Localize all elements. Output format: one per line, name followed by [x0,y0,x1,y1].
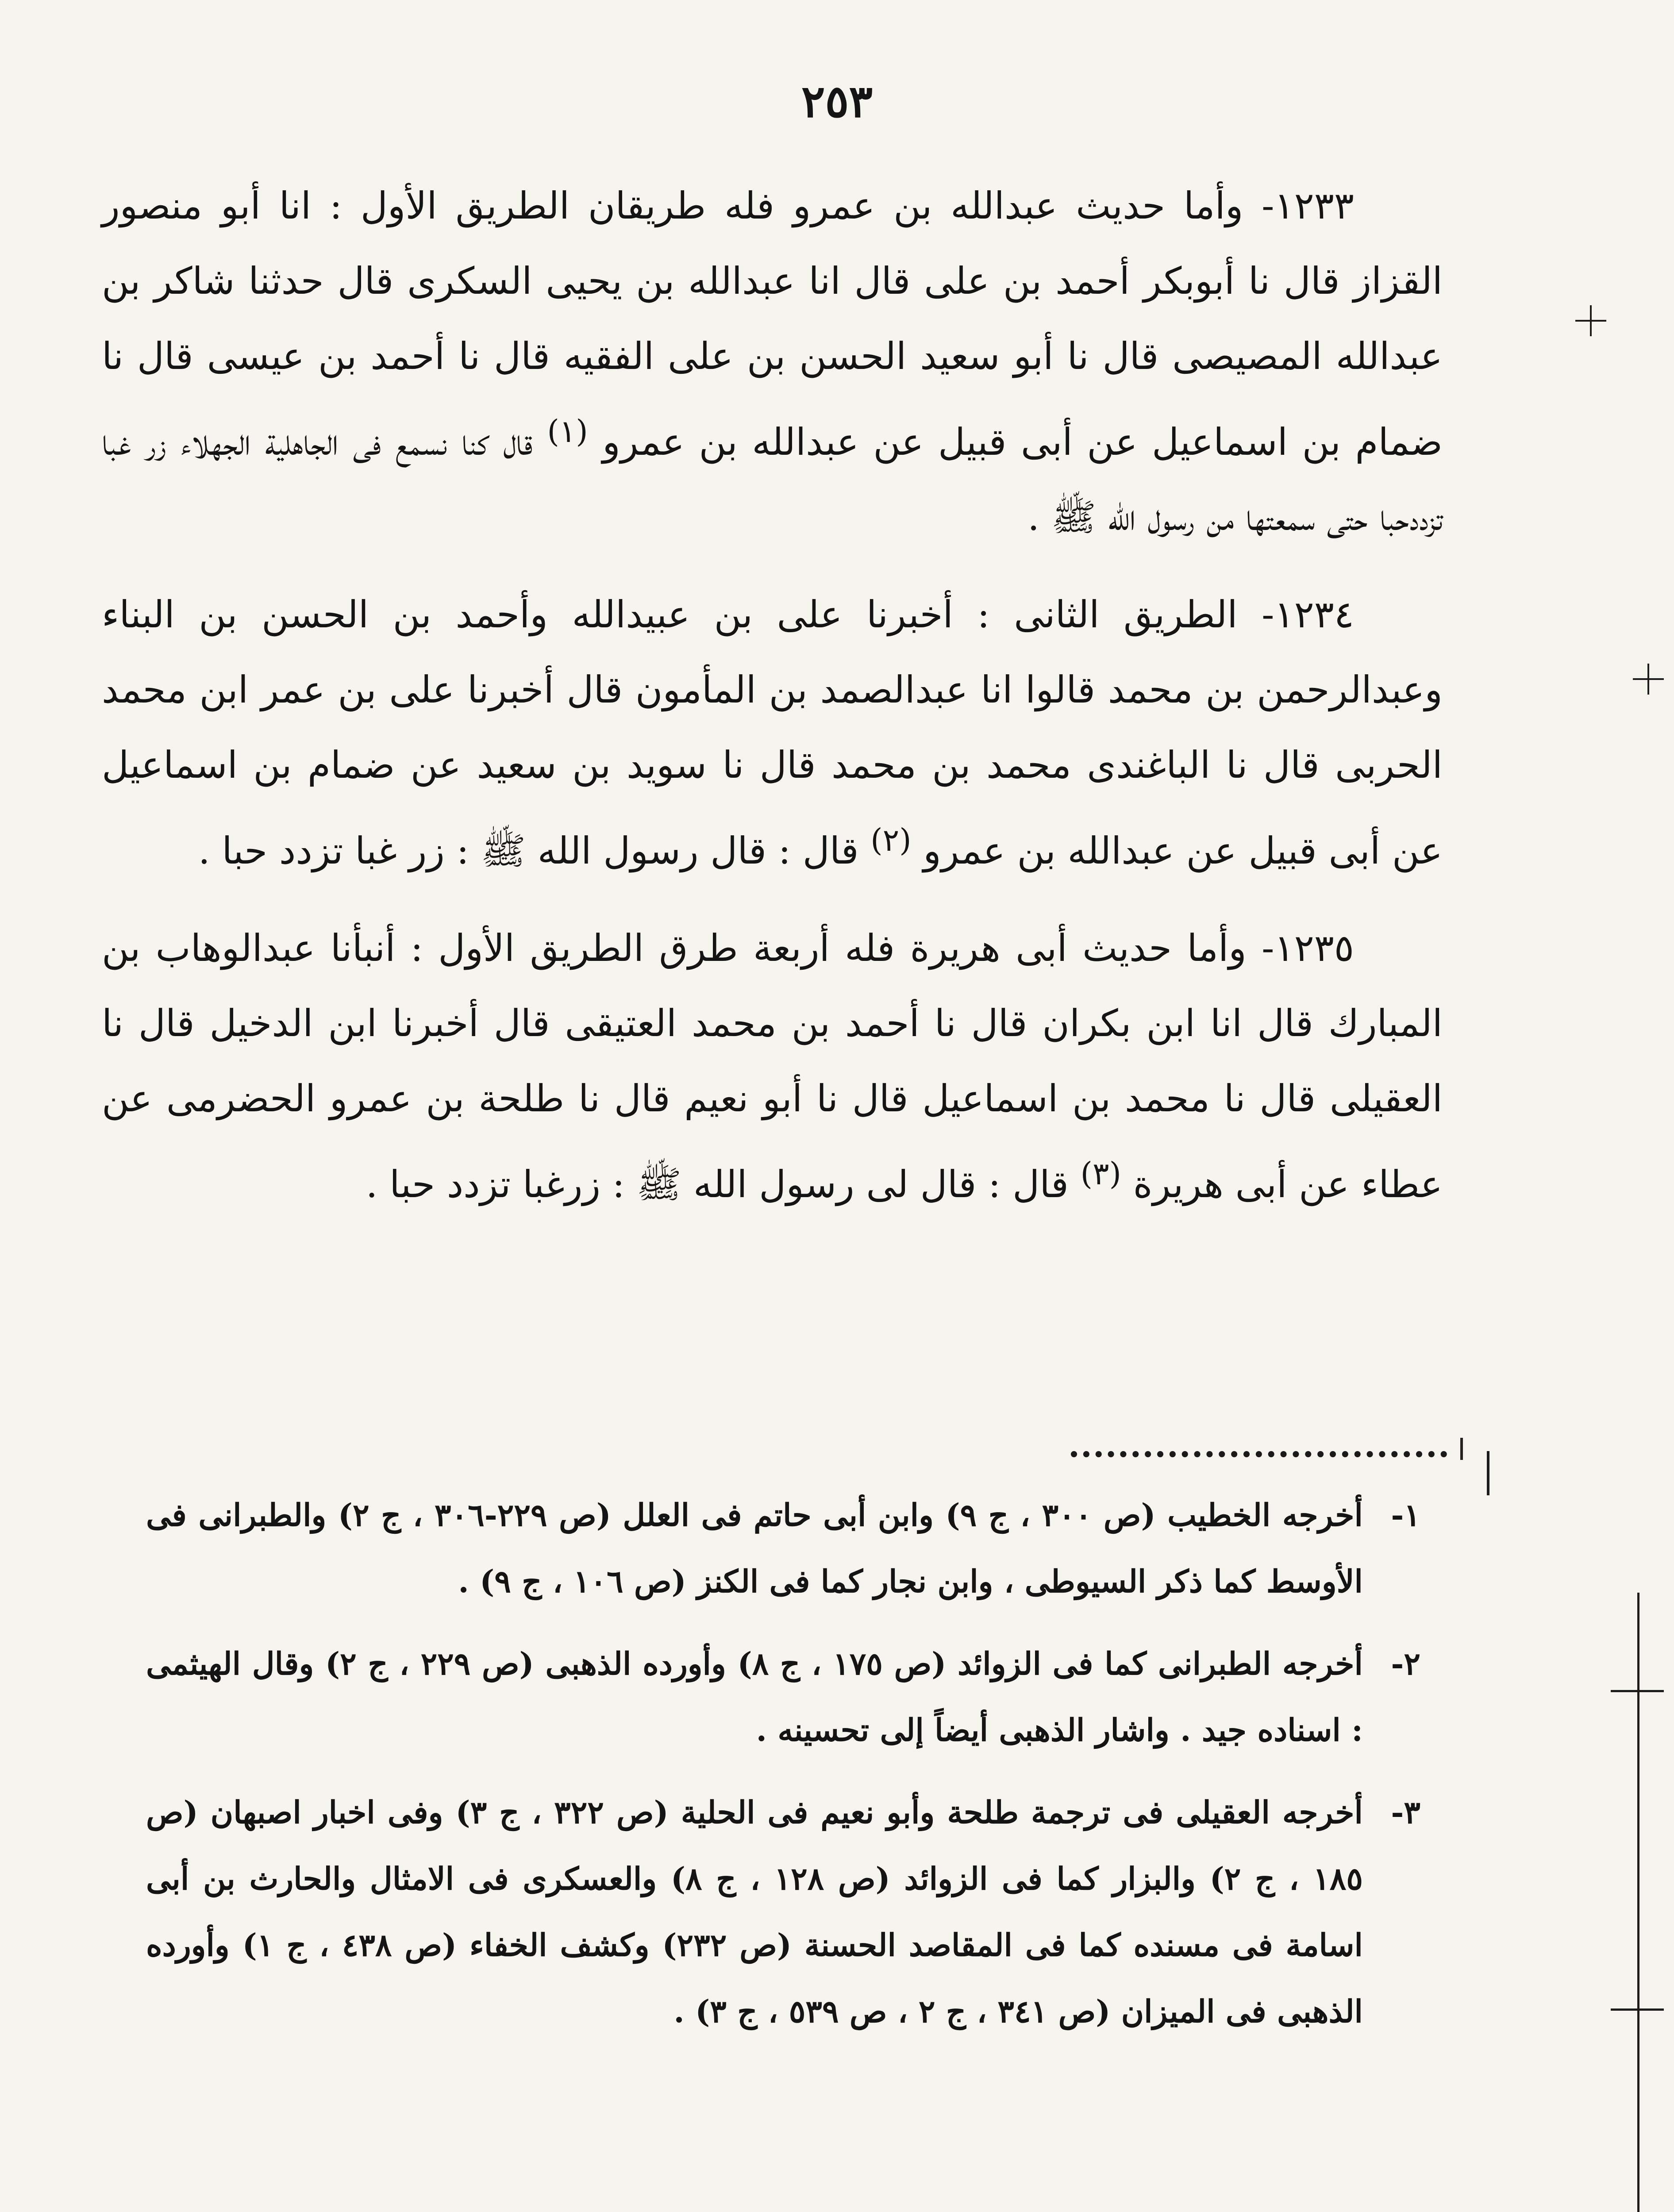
paragraph-1235 [102,910,1443,1222]
footnotes [146,1482,1420,2061]
footnote-1 [146,1482,1420,1615]
footnote-text: أخرجه الخطيب (ص ٣٠٠ ، ج ٩) وابن أبى حاتم فى العلل (ص ٢٢٩-٣٠٦ ، ج ٢) والطبرانى فى الأوسط كما ذكر السيوطى ، وابن نجار كما فى الكنز (ص ١٠٦ ، ج ٩) . [146,1497,1363,1600]
margin-rule-tick [1611,2008,1664,2011]
margin-rule-tick [1611,1690,1664,1692]
paragraph-tail: قال : قال رسول الله ﷺ : زر غبا تزدد حبا . [198,829,859,872]
footnote-number: ٣- [1391,1794,1420,1831]
registration-mark [1633,664,1664,695]
footnote-reference: (١) [547,413,588,449]
footnote-3 [146,1779,1420,2045]
footnote-number: ١- [1391,1497,1420,1533]
registration-mark [1575,305,1606,336]
page-number: ٢٥٣ [801,75,873,127]
footnote-divider [1071,1451,1447,1457]
paragraph-text: ١٢٣٤- الطريق الثانى : أخبرنا على بن عبيدالله وأحمد بن الحسن بن البناء وعبدالرحمن بن محمد قالوا انا عبدالصمد بن المأمون قال أخبرنا على بن عمر ابن محمد الحربى قال نا الباغندى محمد بن محمد قال نا سويد بن سعيد عن ضمام بن اسماعيل عن أبى قبيل عن عبدالله بن عمرو [102,593,1443,872]
paragraph-1233 [102,168,1443,555]
main-text [102,168,1443,1244]
margin-rule-short [1487,1451,1489,1495]
footnote-2 [146,1631,1420,1763]
footnote-number: ٢- [1391,1645,1420,1682]
paragraph-text: ١٢٣٣- وأما حديث عبدالله بن عمرو فله طريقان الطريق الأول : انا أبو منصور القزاز قال نا أبوبكر أحمد بن على قال انا عبدالله بن يحيى السكرى قال حدثنا شاكر بن عبدالله المصيصى قال نا أبو سعيد الحسن بن على الفقيه قال نا أحمد بن عيسى قال نا ضمام بن اسماعيل عن أبى قبيل عن عبدالله بن عمرو [102,184,1443,464]
divider-tick-mark [1460,1438,1463,1460]
paragraph-tail: قال كنا نسمع فى الجاهلية الجهلاء زر غبا تزددحبا حتى سمعتها من رسول الله ﷺ . [102,420,1443,539]
paragraph-tail: قال : قال لى رسول الله ﷺ : زرغبا تزدد حبا . [366,1163,1069,1206]
paragraph-text: ١٢٣٥- وأما حديث أبى هريرة فله أربعة طرق الطريق الأول : أنبأنا عبدالوهاب بن المبارك قال انا ابن بكران قال نا أحمد بن محمد العتيقى قال أخبرنا ابن الدخيل قال نا العقيلى قال نا محمد بن اسماعيل قال نا أبو نعيم قال نا طلحة بن عمرو الحضرمى عن عطاء عن أبى هريرة [102,926,1443,1206]
footnote-text: أخرجه الطبرانى كما فى الزوائد (ص ١٧٥ ، ج ٨) وأورده الذهبى (ص ٢٢٩ ، ج ٢) وقال الهيثمى : اسناده جيد . واشار الذهبى أيضاً إلى تحسينه . [146,1645,1363,1748]
footnote-text: أخرجه العقيلى فى ترجمة طلحة وأبو نعيم فى الحلية (ص ٣٢٢ ، ج ٣) وفى اخبار اصبهان (ص ١٨٥ ، ج ٢) والبزار كما فى الزوائد (ص ١٢٨ ، ج ٨) والعسكرى فى الامثال والحارث بن أبى اسامة فى مسنده كما فى المقاصد الحسنة (ص ٢٣٢) وكشف الخفاء (ص ٤٣٨ ، ج ١) وأورده الذهبى فى الميزان (ص ٣٤١ ، ج ٢ ، ص ٥٣٩ ، ج ٣) . [146,1794,1363,2030]
footnote-reference: (٢) [870,822,912,858]
paragraph-1234 [102,577,1443,888]
footnote-reference: (٣) [1080,1156,1121,1192]
margin-rule-line [1637,1593,1639,2212]
